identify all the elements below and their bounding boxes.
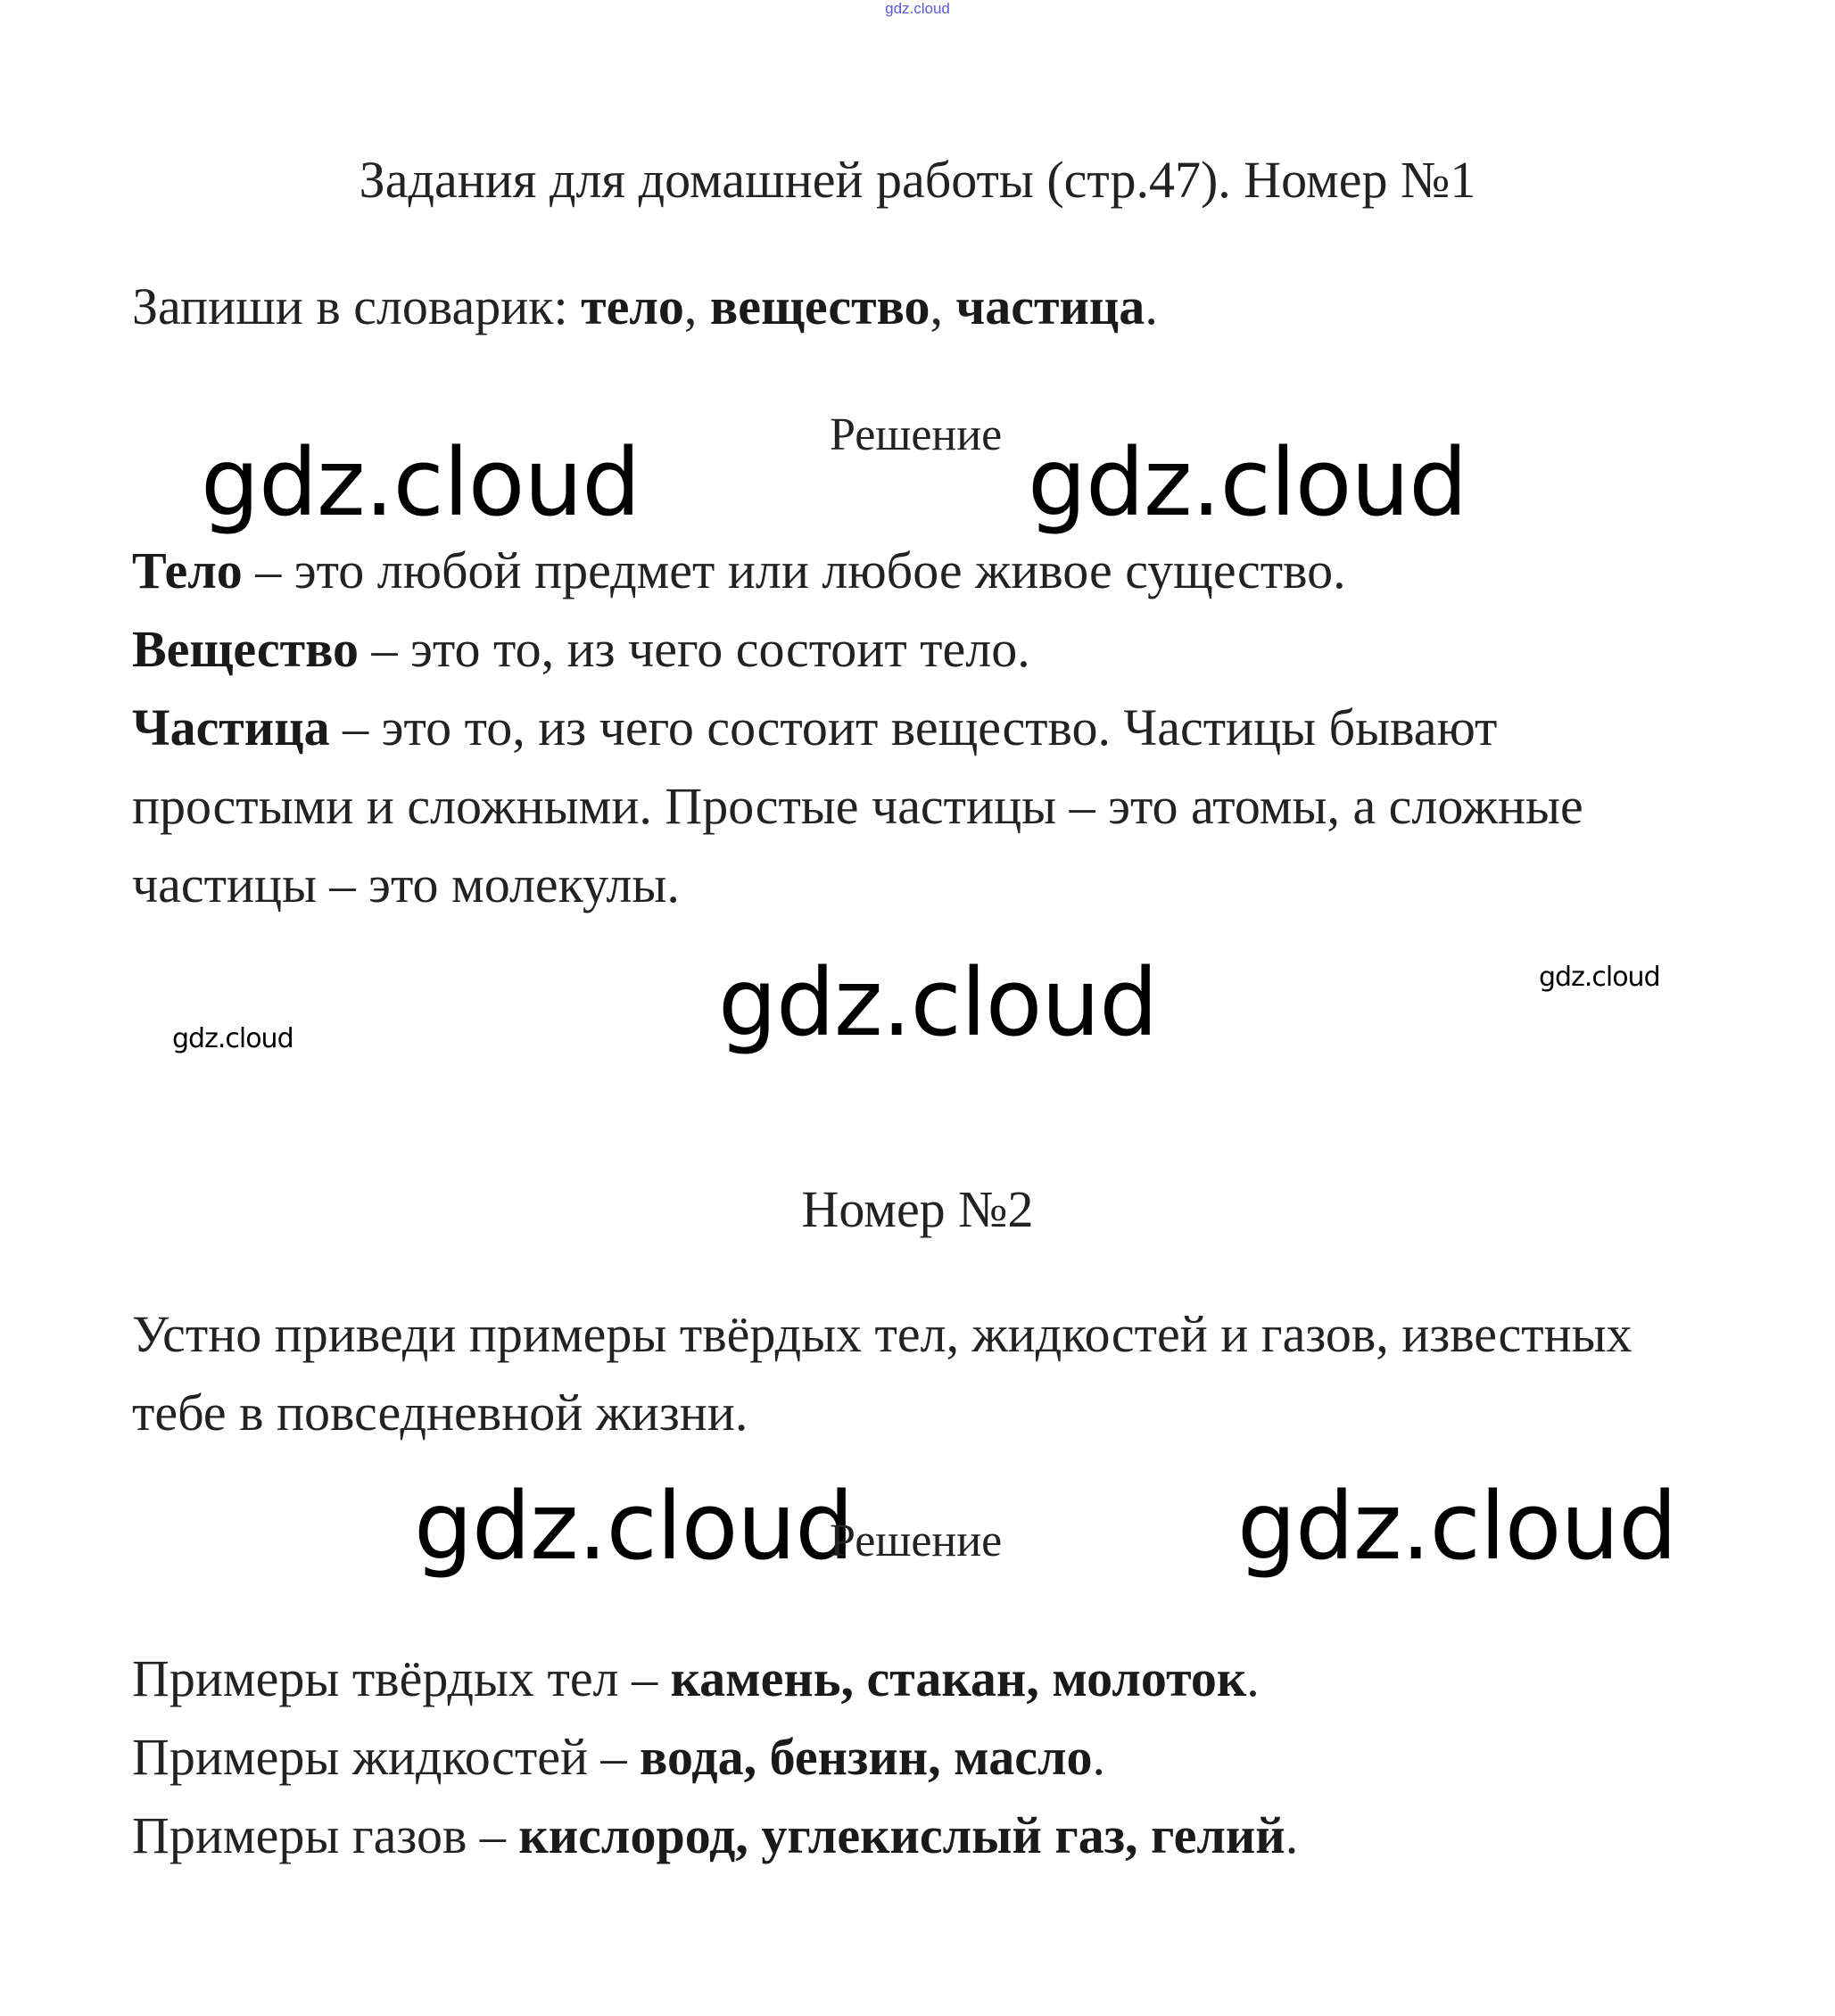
- watermark-small: gdz.cloud: [1539, 962, 1660, 993]
- task1-title: Задания для домашней работы (стр.47). Номер №1: [359, 151, 1476, 209]
- top-watermark: gdz.cloud: [885, 0, 950, 17]
- example-items: кислород, углекислый газ, гелий: [518, 1806, 1285, 1864]
- watermark: gdz.cloud: [414, 1472, 854, 1581]
- task2-title: Номер №2: [801, 1180, 1034, 1238]
- term-substance: вещество: [709, 277, 930, 335]
- example-end: .: [1246, 1649, 1260, 1707]
- watermark: gdz.cloud: [201, 428, 641, 537]
- task2-prompt-line: Устно приведи примеры твёрдых тел, жидкостей и газов, известных: [132, 1305, 1632, 1363]
- watermark: gdz.cloud: [1028, 428, 1467, 537]
- definition-continuation-line: частицы – это молекулы.: [132, 855, 680, 913]
- definition-text: – это любой предмет или любое живое существо.: [242, 541, 1346, 599]
- watermark: gdz.cloud: [718, 948, 1158, 1057]
- definition-term: Частица: [132, 698, 330, 756]
- definition-substance: [132, 610, 1030, 689]
- watermark: gdz.cloud: [1237, 1472, 1677, 1581]
- definition-text: – это то, из чего состоит тело.: [359, 620, 1030, 678]
- definition-body: [132, 532, 1346, 610]
- task2-solution-label: Решение: [830, 1516, 1003, 1566]
- watermark-small: gdz.cloud: [172, 1023, 293, 1054]
- example-items: камень, стакан, молоток: [670, 1649, 1247, 1707]
- example-label: Примеры жидкостей –: [132, 1728, 641, 1786]
- task1-prompt-prefix: Запиши в словарик:: [132, 277, 582, 335]
- example-end: .: [1092, 1728, 1106, 1786]
- example-end: .: [1285, 1806, 1299, 1864]
- definition-continuation-line: простыми и сложными. Простые частицы – это атомы, а сложные: [132, 777, 1583, 835]
- term-particle: частица: [955, 277, 1145, 335]
- definition-text: – это то, из чего состоит вещество. Частицы бывают: [329, 698, 1498, 756]
- task1-solution-label: Решение: [830, 409, 1003, 460]
- example-items: вода, бензин, масло: [640, 1728, 1093, 1786]
- definition-term: Вещество: [132, 620, 360, 678]
- examples-gases: [132, 1797, 1298, 1875]
- definition-particle: [132, 689, 1497, 767]
- examples-solids: [132, 1640, 1260, 1718]
- task1-prompt: Запиши в словарик: тело, вещество, частица.: [132, 277, 1158, 335]
- example-label: Примеры газов –: [132, 1806, 519, 1864]
- term-body: тело: [581, 277, 684, 335]
- examples-liquids: [132, 1718, 1105, 1797]
- example-label: Примеры твёрдых тел –: [132, 1649, 671, 1707]
- task2-prompt-line: тебе в повседневной жизни.: [132, 1384, 748, 1442]
- definition-term: Тело: [132, 541, 243, 599]
